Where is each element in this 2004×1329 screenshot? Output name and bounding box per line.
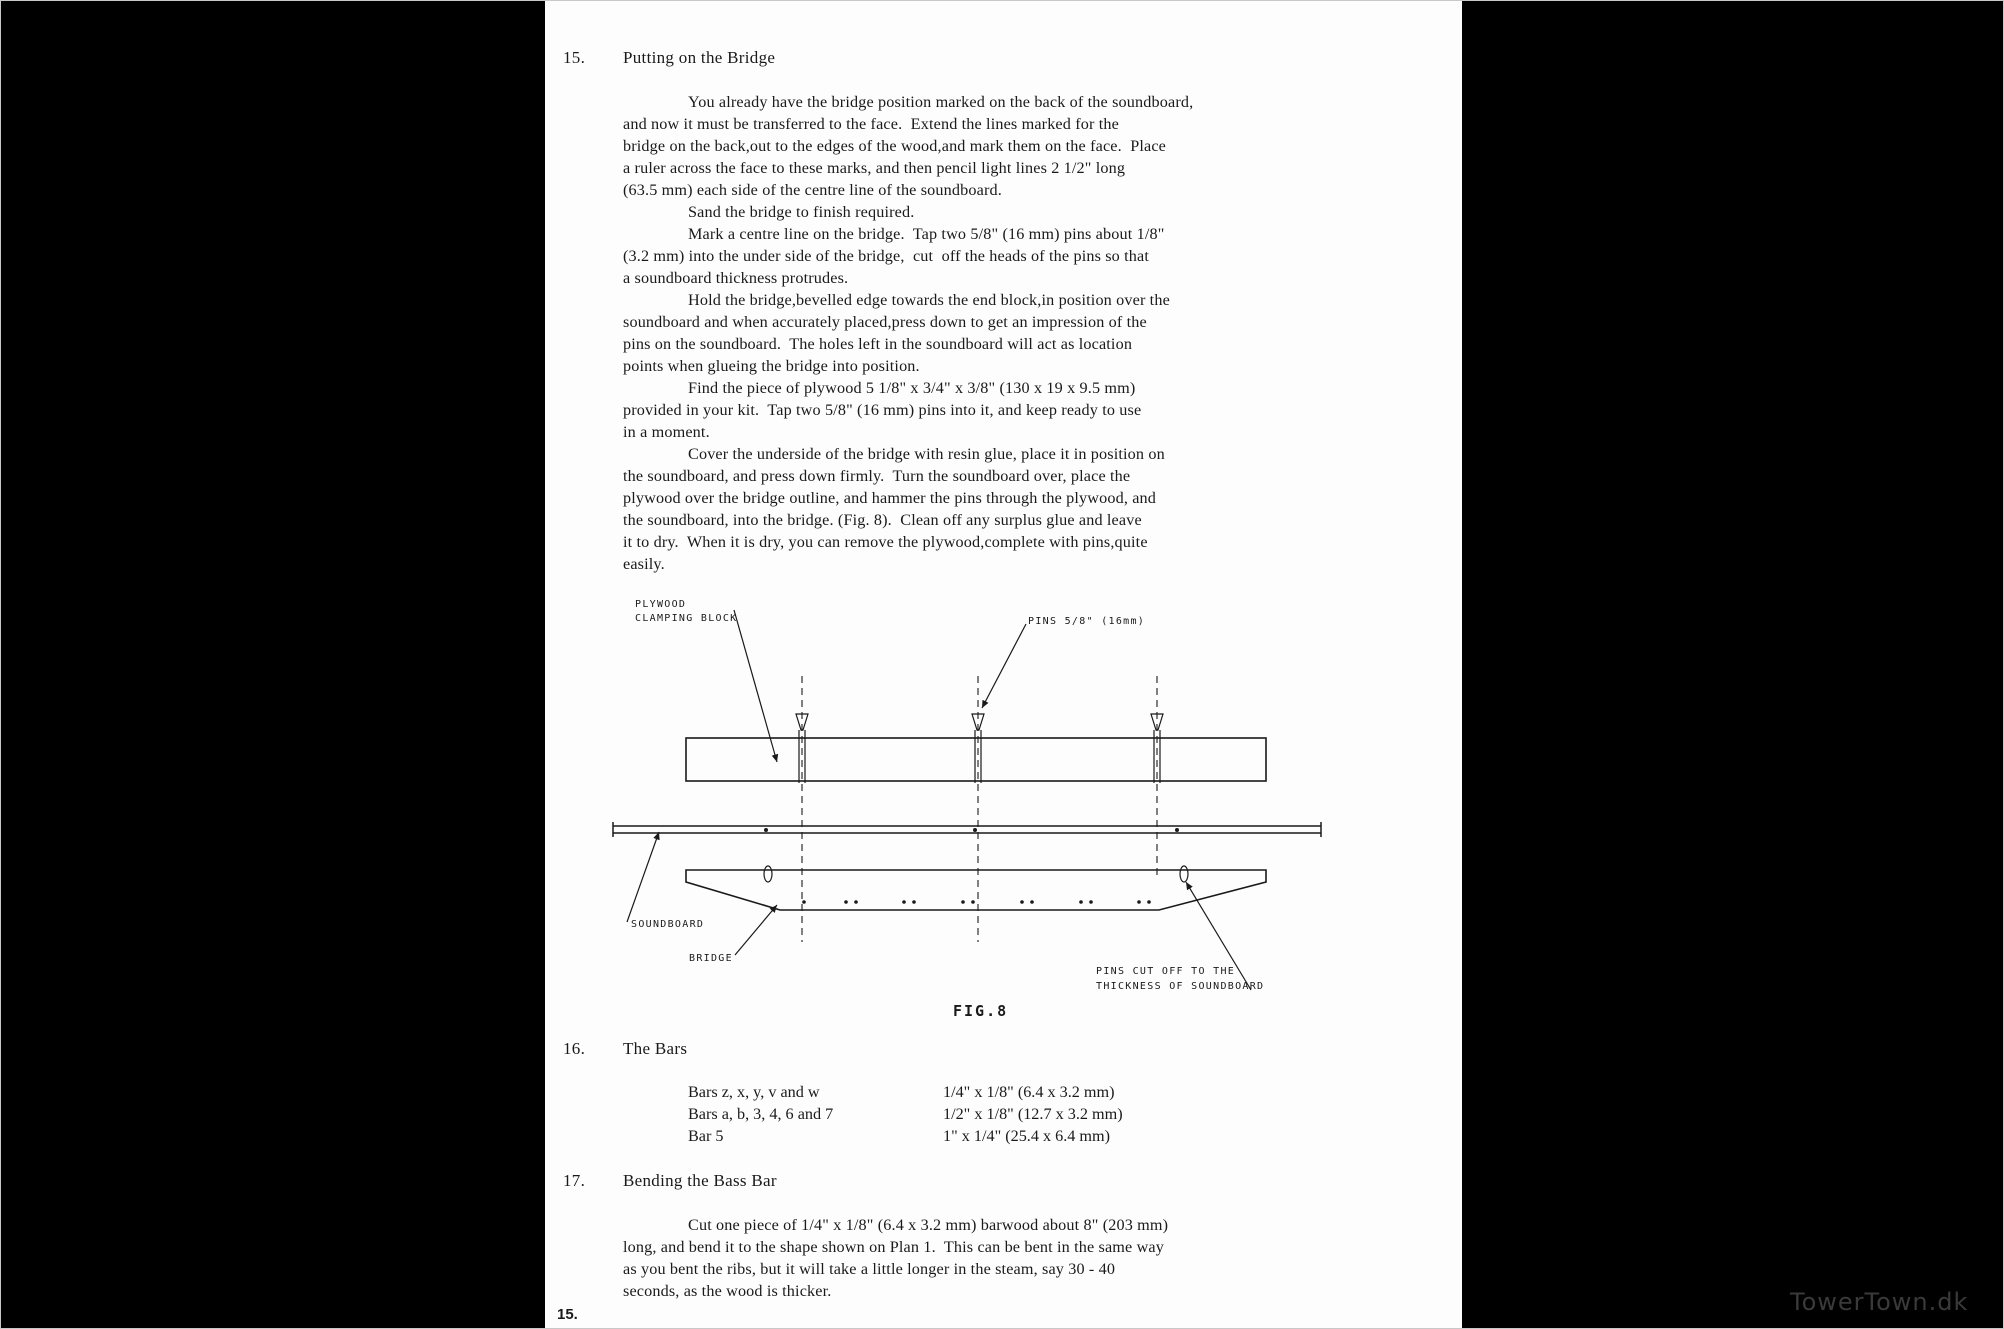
figure-caption: FIG.8 [953, 1002, 1009, 1020]
body-line: bridge on the back,out to the edges of the wood,and mark them on the face. Place [623, 137, 1167, 155]
page-number: 15. [557, 1306, 578, 1323]
body-line: (3.2 mm) into the under side of the bridge, cut off the heads of the pins so that [623, 247, 1149, 265]
body-line: Cover the underside of the bridge with resin glue, place it in position on [688, 445, 1165, 463]
body-line: Sand the bridge to finish required. [688, 203, 915, 221]
pins-cut-label-line-2: THICKNESS OF SOUNDBOARD [1096, 981, 1265, 992]
bars-row-2-name: Bars a, b, 3, 4, 6 and 7 [688, 1105, 834, 1123]
body-line: You already have the bridge position marked on the back of the soundboard, [688, 93, 1194, 111]
manual-page [545, 0, 1462, 1329]
soundboard-label: SOUNDBOARD [631, 919, 705, 930]
body-line: the soundboard, into the bridge. (Fig. 8). Clean off any surplus glue and leave [623, 511, 1142, 529]
bars-row-2-size: 1/2" x 1/8" (12.7 x 3.2 mm) [943, 1105, 1123, 1123]
body-line: easily. [623, 555, 665, 573]
body-line: in a moment. [623, 423, 710, 441]
plywood-label-line-1: PLYWOOD [635, 599, 687, 610]
section-15-number: 15. [563, 48, 586, 67]
body-line: Find the piece of plywood 5 1/8" x 3/4" x 3/8" (130 x 19 x 9.5 mm) [688, 379, 1136, 397]
body-line: Mark a centre line on the bridge. Tap two 5/8" (16 mm) pins about 1/8" [688, 225, 1165, 243]
body-line: it to dry. When it is dry, you can remove the plywood,complete with pins,quite [623, 533, 1148, 551]
figure-8-diagram [545, 0, 1462, 1060]
body-line: points when glueing the bridge into position. [623, 357, 920, 375]
section-16-number: 16. [563, 1039, 586, 1058]
body-line: a soundboard thickness protrudes. [623, 269, 849, 287]
body-line: (63.5 mm) each side of the centre line of the soundboard. [623, 181, 1002, 199]
body-line: pins on the soundboard. The holes left in the soundboard will act as location [623, 335, 1133, 353]
body-line: Hold the bridge,bevelled edge towards the end block,in position over the [688, 291, 1170, 309]
body-line: and now it must be transferred to the face. Extend the lines marked for the [623, 115, 1119, 133]
bridge-shape [686, 870, 1266, 910]
section-15-title: Putting on the Bridge [623, 48, 776, 67]
bars-row-3-name: Bar 5 [688, 1127, 724, 1145]
body-line: plywood over the bridge outline, and hammer the pins through the plywood, and [623, 489, 1157, 507]
section-16-title: The Bars [623, 1039, 688, 1058]
bars-row-3-size: 1" x 1/4" (25.4 x 6.4 mm) [943, 1127, 1110, 1145]
body-line: soundboard and when accurately placed,press down to get an impression of the [623, 313, 1147, 331]
body-line: the soundboard, and press down firmly. Turn the soundboard over, place the [623, 467, 1131, 485]
pins-cut-label-line-1: PINS CUT OFF TO THE [1096, 966, 1236, 977]
body-line: a ruler across the face to these marks, and then pencil light lines 2 1/2" long [623, 159, 1126, 177]
plywood-block-shape [686, 738, 1266, 781]
plywood-label-line-2: CLAMPING BLOCK [635, 613, 738, 624]
body-line: seconds, as the wood is thicker. [623, 1282, 832, 1300]
pins-label: PINS 5/8" (16mm) [1028, 616, 1146, 627]
section-17-body [623, 1214, 1383, 1302]
pin-marks [796, 714, 1163, 783]
bridge-label: BRIDGE [689, 953, 733, 964]
bars-row-1-size: 1/4" x 1/8" (6.4 x 3.2 mm) [943, 1083, 1115, 1101]
body-line: provided in your kit. Tap two 5/8" (16 mm) pins into it, and keep ready to use [623, 401, 1142, 419]
bars-row-1-name: Bars z, x, y, v and w [688, 1083, 820, 1101]
body-line: long, and bend it to the shape shown on Plan 1. This can be bent in the same way [623, 1238, 1164, 1256]
section-17-number: 17. [563, 1171, 586, 1190]
watermark: TowerTown.dk [1790, 1288, 1969, 1316]
body-line: as you bent the ribs, but it will take a little longer in the steam, say 30 - 40 [623, 1260, 1116, 1278]
soundboard-shape [613, 822, 1321, 837]
body-line: Cut one piece of 1/4" x 1/8" (6.4 x 3.2 mm) barwood about 8" (203 mm) [688, 1216, 1169, 1234]
section-17-title: Bending the Bass Bar [623, 1171, 777, 1190]
